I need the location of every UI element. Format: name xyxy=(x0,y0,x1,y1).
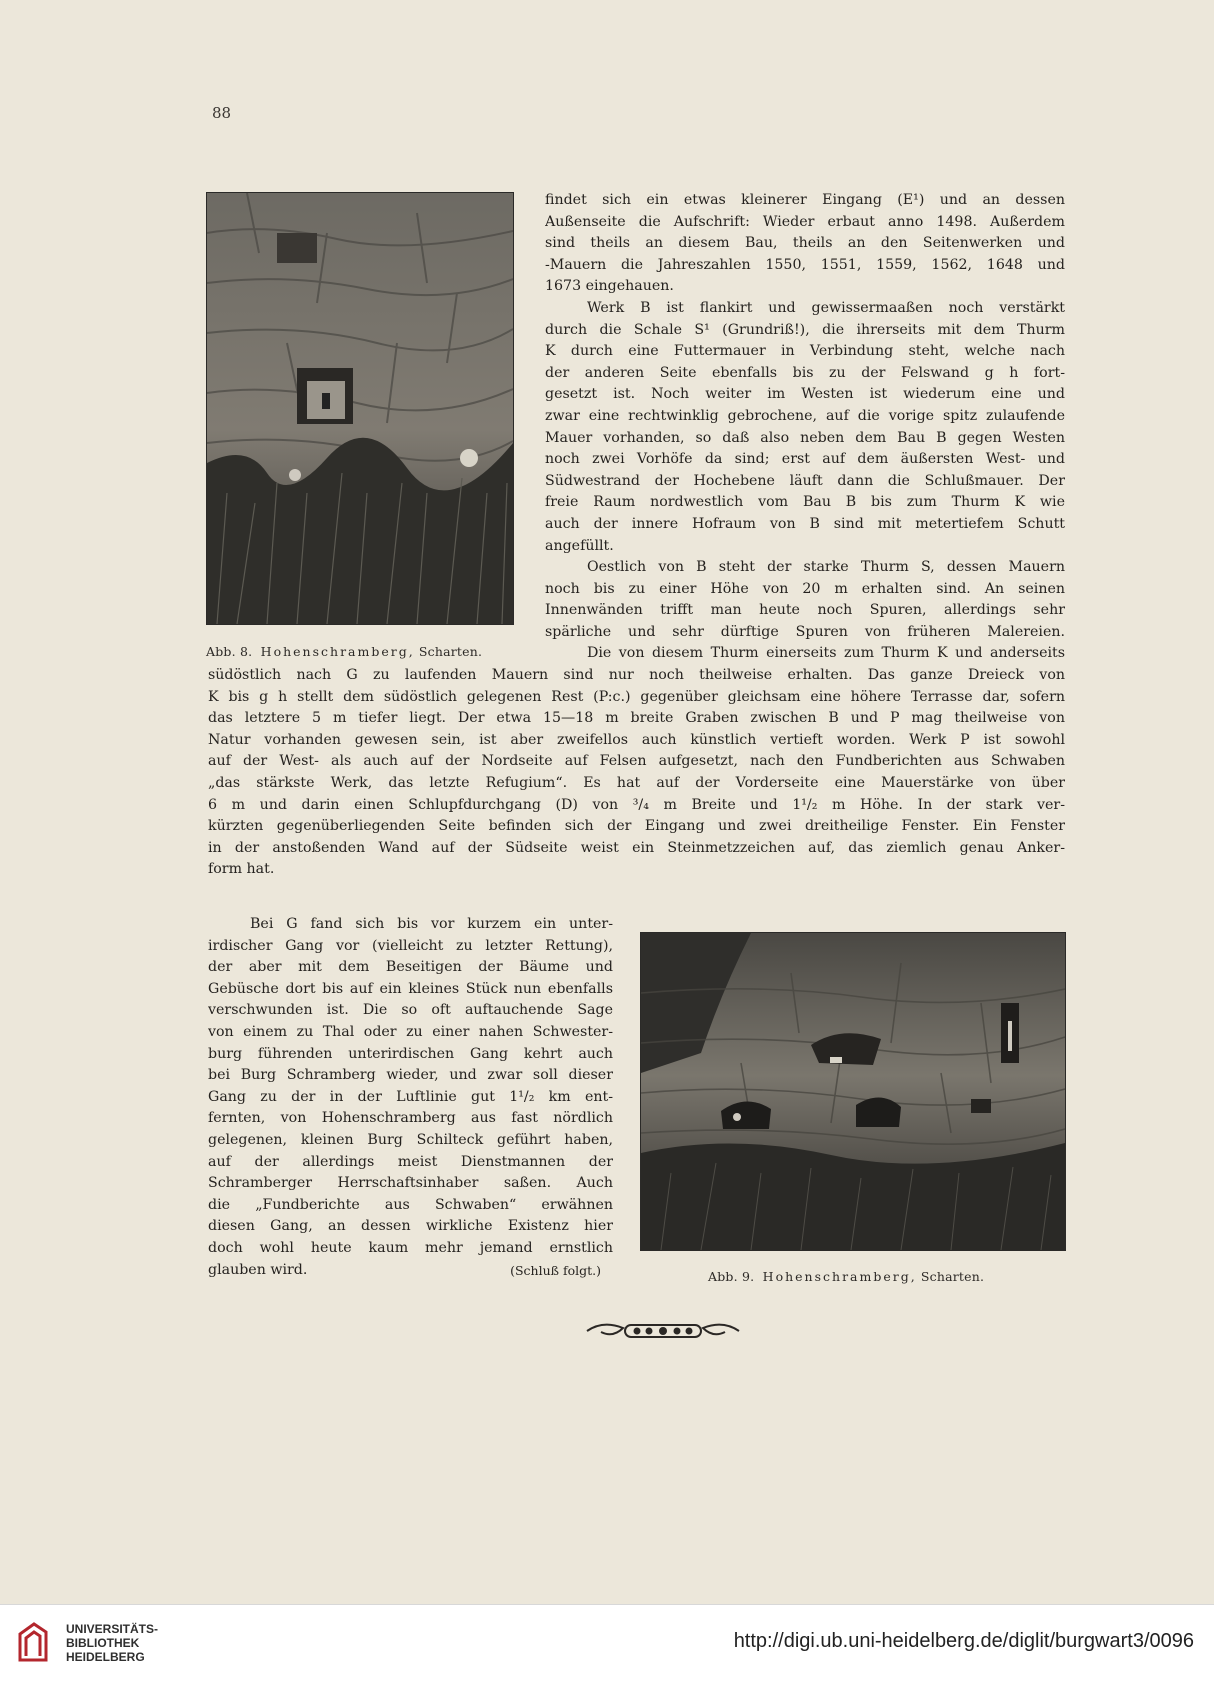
text-line: auf der allerdings meist Dienstmannen der xyxy=(208,1153,613,1170)
text-line: freie Raum nordwestlich vom Bau B bis zum Thurm K wie xyxy=(545,494,1065,511)
text-line: zwar eine rechtwinklig gebrochene, auf die vorige spitz zulaufende xyxy=(545,407,1065,424)
text-line: fernten, von Hohenschramberg aus fast nördlich xyxy=(208,1110,613,1127)
text-line: 6 m und darin einen Schlupfdurchgang (D) von ³/₄ m Breite und 1¹/₂ m Höhe. In der stark ver- xyxy=(208,796,1065,813)
text-line: -Mauern die Jahreszahlen 1550, 1551, 1559, 1562, 1648 und xyxy=(545,256,1065,273)
figure-9-caption-name: Hohenschramberg, xyxy=(762,1269,917,1284)
text-line: Die von diesem Thurm einerseits zum Thurm K und anderseits xyxy=(587,645,1065,662)
text-line: K bis g h stellt dem südöstlich gelegenen Rest (P:c.) gegenüber gleichsam eine höhere Terrasse dar, sofern xyxy=(208,688,1065,705)
text-line: burg führenden unterirdischen Gang kehrt auch xyxy=(208,1045,613,1062)
last-line xyxy=(208,1260,613,1282)
text-line: Außenseite die Aufschrift: Wieder erbaut anno 1498. Außerdem xyxy=(545,213,1065,230)
text-line: verschwunden ist. Die so oft auftauchende Sage xyxy=(208,1002,613,1019)
text-line: Oestlich von B steht der starke Thurm S, dessen Mauern xyxy=(587,559,1065,576)
text-line: das letztere 5 m tiefer liegt. Der etwa 15—18 m breite Graben zwischen B und P mag theilweise von xyxy=(208,710,1065,727)
continued-note: (Schluß folgt.) xyxy=(510,1262,601,1278)
text-line: gesetzt ist. Noch weiter im Westen ist wiederum eine und xyxy=(545,386,1065,403)
institution-line: UNIVERSITÄTS- xyxy=(66,1622,159,1636)
page-number: 88 xyxy=(212,104,232,122)
ornament-divider xyxy=(583,1318,743,1344)
text-line: irdischer Gang vor (vielleicht zu letzter Rettung), xyxy=(208,937,613,954)
text-line: Schramberger Herrschaftsinhaber saßen. Auch xyxy=(208,1175,613,1192)
paragraph-2 xyxy=(545,298,1065,557)
text-line: der anderen Seite ebenfalls bis zu der Felswand g h fort- xyxy=(545,364,1065,381)
text-line: K durch eine Futtermauer in Verbindung steht, welche nach xyxy=(545,343,1065,360)
text-line: „das stärkste Werk, das letzte Refugium“. Es hat auf der Vorderseite eine Mauerstärke von über xyxy=(208,774,1065,791)
figure-8-caption-name: Hohenschramberg, xyxy=(260,644,415,659)
paragraph-4 xyxy=(208,665,1065,881)
paragraph-3 xyxy=(545,557,1065,665)
text-line: angefüllt. xyxy=(545,537,614,554)
text-line: noch bis zu einer Höhe von 20 m erhalten sind. An seinen xyxy=(545,580,1065,597)
figure-9-caption xyxy=(708,1269,984,1284)
full-width-text xyxy=(208,665,1065,881)
text-line: Werk B ist flankirt und gewissermaaßen noch verstärkt xyxy=(587,299,1065,316)
text-line: Natur vorhanden gewesen sein, ist aber zweifellos auch künstlich vertieft worden. Werk P ist sowohl xyxy=(208,731,1065,748)
figure-9-photo xyxy=(640,932,1066,1251)
text-line: auf der West- als auch auf der Nordseite auf Felsen aufgesetzt, nach den Fundberichten aus Schwaben xyxy=(208,753,1065,770)
institution-name xyxy=(66,1622,158,1664)
text-line: Bei G fand sich bis vor kurzem ein unter- xyxy=(250,916,613,932)
text-line: 1673 eingehauen. xyxy=(545,278,674,295)
text-line: der aber mit dem Beseitigen der Bäume und xyxy=(208,959,613,976)
text-line: sind theils an diesem Bau, theils an den Seitenwerken und xyxy=(545,235,1065,252)
figure-8-caption-suffix: Scharten. xyxy=(418,644,483,659)
text-line: durch die Schale S¹ (Grundriß!), die ihrerseits mit dem Thurm xyxy=(545,321,1065,338)
figure-8-caption xyxy=(206,644,482,659)
column-text-top xyxy=(545,190,1065,665)
institution-line: BIBLIOTHEK xyxy=(66,1636,140,1650)
text-line: noch zwei Vorhöfe da sind; erst auf dem äußersten West- und xyxy=(545,451,1065,468)
text-line: kürzten gegenüberliegenden Seite befinden sich der Eingang und zwei dreitheilige Fenster. Ein Fenster xyxy=(208,818,1065,835)
text-line: von einem zu Thal oder zu einer nahen Schwester- xyxy=(208,1023,613,1040)
university-library-logo-icon xyxy=(14,1620,52,1666)
text-line: findet sich ein etwas kleinerer Eingang (E¹) und an dessen xyxy=(545,192,1065,208)
text-line: in der anstoßenden Wand auf der Südseite weist ein Steinmetzzeichen auf, das ziemlich genau Anker- xyxy=(208,839,1065,856)
figure-8-caption-prefix: Abb. 8. xyxy=(206,644,253,659)
text-line: Südwestrand der Hochebene läuft dann die Schlußmauer. Der xyxy=(545,472,1065,489)
text-line: doch wohl heute kaum mehr jemand ernstlich xyxy=(208,1239,613,1256)
text-line: form hat. xyxy=(208,861,275,878)
column-text-bottom xyxy=(208,914,613,1281)
figure-8-photo xyxy=(206,192,514,625)
figure-9-caption-suffix: Scharten. xyxy=(920,1269,985,1284)
paragraph-5 xyxy=(208,914,613,1281)
text-line: spärliche und sehr dürftige Spuren von früheren Malereien. xyxy=(545,623,1065,640)
text-line: die „Fundberichte aus Schwaben“ erwähnen xyxy=(208,1196,613,1213)
text-line: Gebüsche dort bis auf ein kleines Stück nun ebenfalls xyxy=(208,980,613,997)
last-line-text: glauben wird. xyxy=(208,1261,308,1278)
text-line: auch der innere Hofraum von B sind mit metertiefem Schutt xyxy=(545,515,1065,532)
text-line: Mauer vorhanden, so daß also neben dem Bau B gegen Westen xyxy=(545,429,1065,446)
text-line: gelegenen, kleinen Burg Schilteck geführt haben, xyxy=(208,1131,613,1148)
permalink-url[interactable]: http://digi.ub.uni-heidelberg.de/diglit/burgwart3/0096 xyxy=(733,1630,1194,1652)
paragraph-1 xyxy=(545,190,1065,298)
text-line: bei Burg Schramberg wieder, und zwar soll dieser xyxy=(208,1067,613,1084)
text-line: Innenwänden trifft man heute noch Spuren, allerdings sehr xyxy=(545,602,1065,619)
text-line: südöstlich nach G zu laufenden Mauern sind nur noch theilweise erhalten. Das ganze Dreieck von xyxy=(208,667,1065,683)
text-line: diesen Gang, an dessen wirkliche Existenz hier xyxy=(208,1218,613,1235)
institution-line: HEIDELBERG xyxy=(66,1650,145,1664)
figure-9-caption-prefix: Abb. 9. xyxy=(708,1269,755,1284)
text-line: Gang zu der in der Luftlinie gut 1¹/₂ km ent- xyxy=(208,1088,613,1105)
